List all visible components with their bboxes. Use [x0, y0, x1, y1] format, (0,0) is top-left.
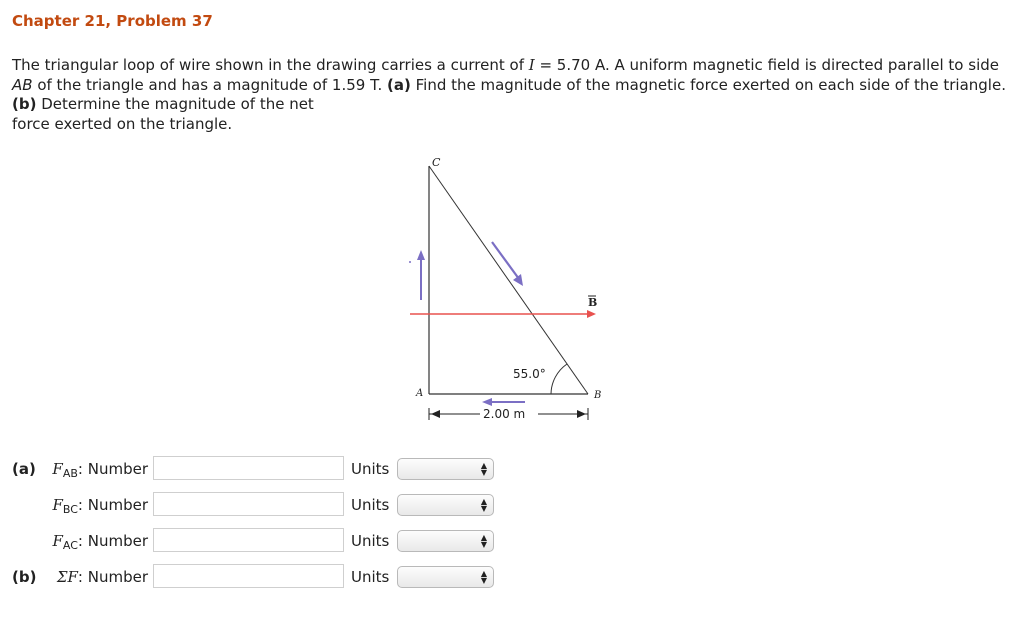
select-arrows-icon: ▲ ▼: [480, 569, 487, 585]
field-b-label: B: [588, 296, 598, 309]
select-arrows-icon: ▲ ▼: [480, 497, 487, 513]
fbc-units-select[interactable]: [397, 494, 494, 516]
select-arrows-icon: ▲ ▼: [480, 461, 487, 477]
current-left-arrow-icon: [482, 398, 492, 406]
net-force-units-select[interactable]: [397, 566, 494, 588]
problem-title: Chapter 21, Problem 37: [12, 12, 213, 30]
fab-number-input[interactable]: [153, 456, 344, 480]
select-arrows-icon: ▲ ▼: [480, 533, 487, 549]
fbc-units-label: Units: [351, 496, 390, 514]
net-force-units-label: Units: [351, 568, 390, 586]
problem-statement: The triangular loop of wire shown in the drawing carries a current of I = 5.70 A. A uniform magnetic field is directed parallel to side AB of the triangle and has a magnitude of 1.59 T. (a) Find the magnitude of the magnetic force exerted on each side of the triangle. (b) Determine the magnitude of the net force exerted on the triangle.: [12, 56, 1006, 133]
length-label: 2.00 m: [483, 407, 526, 421]
triangle-figure: [400, 150, 620, 430]
vertex-a-label: A: [416, 388, 424, 399]
answer-row-fab: [0, 456, 1024, 482]
fac-label: $F_{AC}$: Number: [52, 532, 148, 552]
net-force-number-input[interactable]: [153, 564, 344, 588]
fab-label: $F_{AB}$: Number: [52, 460, 148, 480]
net-force-label: ΣF: Number: [56, 568, 148, 586]
current-arrow-bc: [492, 242, 519, 279]
fab-units-label: Units: [351, 460, 390, 478]
vertex-b-label: B: [594, 390, 602, 401]
current-up-arrow-icon: [417, 250, 425, 260]
field-arrowhead-icon: [587, 310, 596, 318]
side-bc: [429, 166, 588, 394]
fac-units-select[interactable]: [397, 530, 494, 552]
part-a-label: (a): [12, 460, 36, 478]
fbc-label: $F_{BC}$: Number: [52, 496, 148, 516]
dim-right-arrow-icon: [577, 410, 586, 418]
answer-row-fbc: [0, 492, 1024, 518]
fab-units-select[interactable]: [397, 458, 494, 480]
fac-units-label: Units: [351, 532, 390, 550]
angle-label: 55.0°: [513, 367, 546, 381]
dim-left-arrow-icon: [431, 410, 440, 418]
answer-row-fac: [0, 528, 1024, 554]
angle-arc: [551, 364, 567, 394]
answer-row-net-force: [0, 564, 1024, 590]
vertex-c-label: C: [432, 156, 441, 169]
fbc-number-input[interactable]: [153, 492, 344, 516]
dot-icon: [409, 261, 411, 263]
fac-number-input[interactable]: [153, 528, 344, 552]
part-b-label: (b): [12, 568, 37, 586]
